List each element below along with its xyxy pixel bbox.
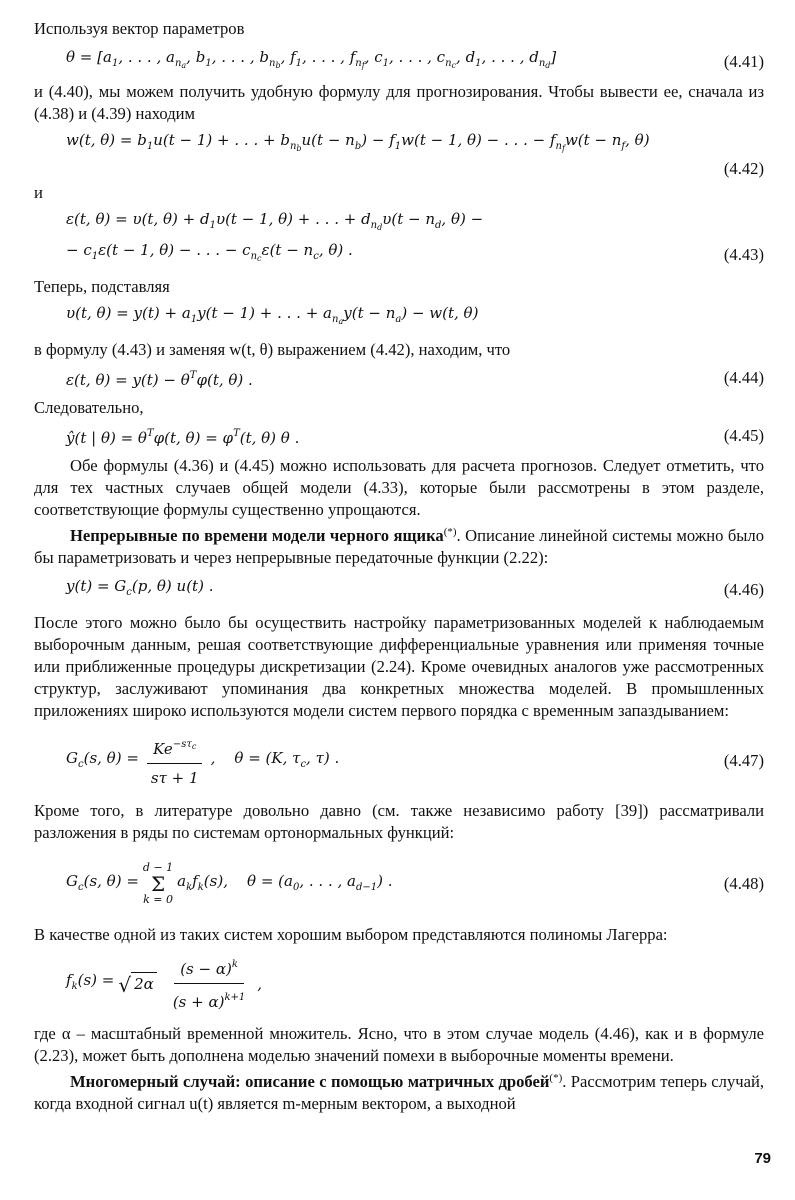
equation-number: (4.47) [723, 751, 764, 770]
section-heading-multivariable: Многомерный случай: описание с помощью матричных дробей [70, 1072, 550, 1091]
text-substituting: Теперь, подставляя [34, 277, 170, 296]
paragraph-3: Обе формулы (4.36) и (4.45) можно использовать для расчета прогнозов. Следует отметить, что для тех частных случаев общей модели (4.33), которые были рассмотрены в этом разделе, соответствующие формулы существенно упрощаются. [34, 456, 764, 519]
equation-4-46: $y(t) = G_c(p$, θ) u(t) . (4.46) [66, 577, 764, 599]
paragraph-2: в формулу (4.43) и заменяя w(t, θ) выражением (4.42), находим, что [34, 340, 511, 359]
equation-number: (4.48) [723, 874, 764, 893]
equation-4-41: $\theta = [a_1$, . . . , $a_{n_a}$, $b_1$, . . . , $b_{n_b}$, $f_1$, . . . , $f_{n_f}$, $c_1$, . . . , $c_{n_c}$, $d_1$, . . . , $d_{n_d}$] (4.41) [66, 48, 764, 71]
equation-number: (4.41) [723, 51, 764, 71]
equation-4-45: ŷ(t | $\theta) = \theta^T\varphi(t$, $\theta) = \varphi^T(t$, θ) θ . (4.45) [66, 426, 764, 447]
section-heading-continuous: Непрерывные по времени модели черного ящика [70, 526, 444, 545]
equation-4-44: ε(t, $\theta) = y(t) - \theta^T\varphi(t$, θ) . (4.44) [66, 368, 764, 389]
equation-number: (4.46) [723, 579, 764, 599]
equation-4-43-line2: − $c_1\varepsilon(t - 1$, θ) − . . . − $c_{n_c}\varepsilon(t - n_c$, θ) . (4.43) [66, 241, 764, 264]
paragraph-4 [34, 521, 764, 569]
text-hence: Следовательно, [34, 398, 144, 417]
equation-number: (4.44) [723, 368, 764, 387]
equation-4-48: $G_c(s$, θ) = d − 1 Σ k = 0 $a_kf_k(s)$, $\theta = (a_0$, . . . , $a_{d-1}$) . (4.48) [66, 861, 764, 906]
equation-number: (4.45) [723, 426, 764, 445]
paragraph-9 [34, 1067, 764, 1115]
page-body [34, 18, 764, 1115]
conjunction-and: и [34, 183, 43, 202]
paragraph-7: В качестве одной из таких систем хорошим выбором представляются полиномы Лагерра: [34, 925, 668, 944]
text-line-1: Используя вектор параметров [34, 19, 245, 38]
paragraph-4-text: . Описание линейной системы можно было бы параметризовать и через непрерывные передаточные функции (2.22): [34, 526, 764, 567]
paragraph-1: и (4.40), мы можем получить удобную формулу для прогнозирования. Чтобы вывести ее, сначала из (4.38) и (4.39) находим [34, 82, 764, 123]
footnote-marker: (*) [549, 1072, 563, 1084]
paragraph-8: где α – масштабный временной множитель. Ясно, что в этом случае модель (4.46), как и в формуле (2.23), может быть дополнена моделью значений помехи в выборочные моменты времени. [34, 1024, 764, 1065]
footnote-marker: (*) [443, 526, 457, 538]
equation-4-43-line1: ε(t, θ) = υ(t, $\theta) + d_1\upsilon(t - 1$, θ) + . . . + $d_{n_d}\upsilon(t - n_d$, θ) − [66, 210, 484, 232]
equation-4-47: $G_c(s$, θ) = $\frac{Ke^{-s\tau_c}}{s\tau + 1}$ , θ = (K, $\tau_c$, τ) . (4.47) [34, 732, 764, 790]
equation-v: υ(t, $\theta) = y(t) + a_1y(t - 1)$ + . . . + $a_{n_a}y(t - n_a) - w(t$, θ) [66, 304, 479, 326]
paragraph-6: Кроме того, в литературе довольно давно (см. также независимо работу [39]) рассматривали разложения в ряды по системам ортонормальных функций: [34, 801, 764, 842]
page-number: 79 [754, 1150, 771, 1167]
paragraph-5: После этого можно было бы осуществить настройку параметризованных моделей к наблюдаемым выборочным данным, решая соответствующие дифференциальные уравнения или применяя точные или приближенные процедуры дискретизации (2.24). Кроме очевидных аналогов уже рассмотренных структур, заслуживают упоминания два конкретных множества моделей. В промышленных приложениях широко используются модели систем первого порядка с временным запаздыванием: [34, 613, 764, 720]
equation-4-42: w(t, $\theta) = b_1u(t - 1)$ + . . . + $b_{n_b}u(t - n_b) - f_1w(t - 1$, θ) − . . . − $f_{n_f}w(t - n_f$, θ) (4.42) [66, 131, 764, 178]
paragraph-9-text: . Рассмотрим теперь случай, когда входной сигнал u(t) является m-мерным вектором, а выходной [34, 1072, 764, 1113]
equation-laguerre: $f_k(s)$ = √ 2α $\frac{(s - \alpha)^k}{(s + \alpha)^{k+1}}$ , [34, 954, 764, 1013]
equation-number: (4.42) [723, 159, 764, 178]
equation-number: (4.43) [723, 244, 764, 264]
